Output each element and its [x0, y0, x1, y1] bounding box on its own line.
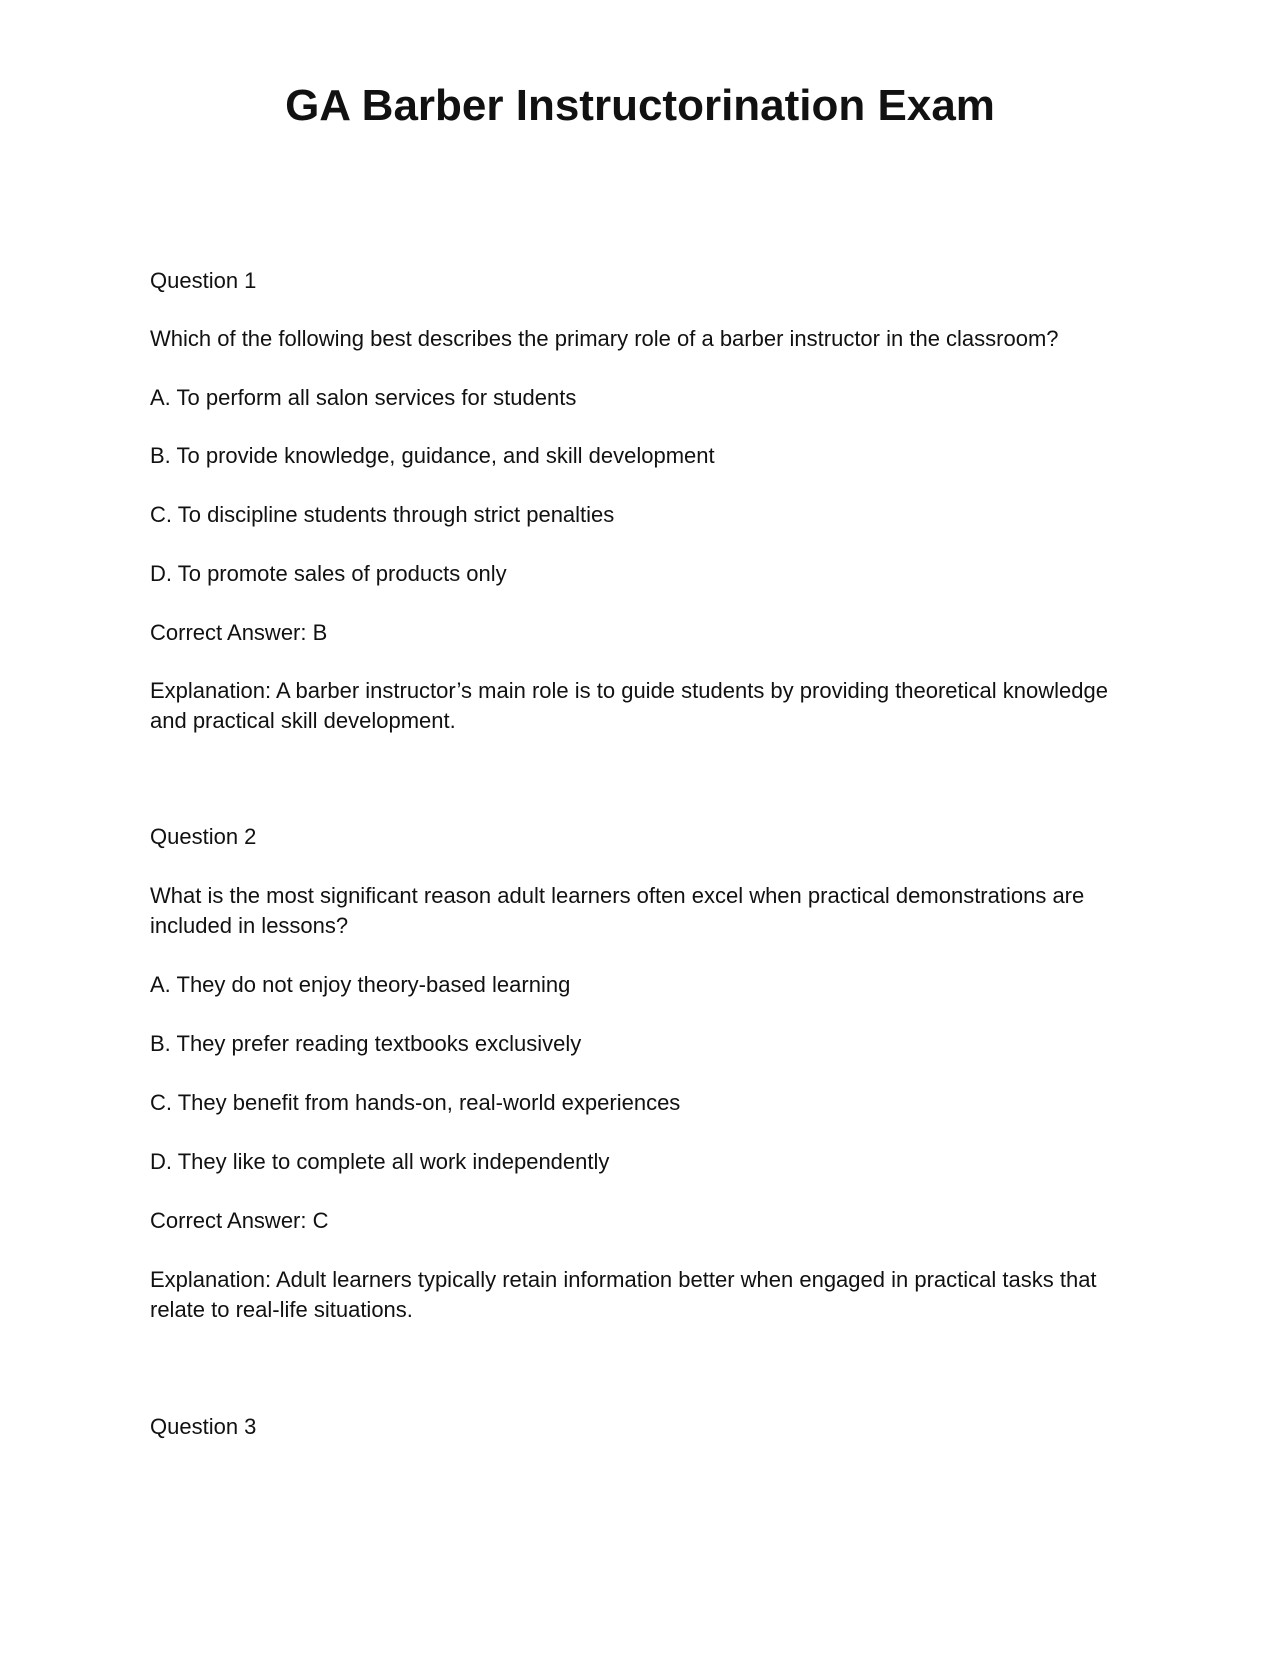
correct-answer: Correct Answer: C: [150, 1208, 329, 1233]
explanation: Explanation: Adult learners typically retain information better when engaged in practical tasks that relate to real-life situations.: [150, 1267, 1097, 1322]
answer-option: D. They like to complete all work independently: [150, 1149, 610, 1174]
answer-option: B. They prefer reading textbooks exclusively: [150, 1031, 582, 1056]
question-label: Question 3: [150, 1414, 257, 1439]
question-prompt: What is the most significant reason adult learners often excel when practical demonstrations are included in lessons?: [150, 883, 1085, 938]
correct-answer: Correct Answer: B: [150, 620, 328, 645]
question-label: Question 1: [150, 268, 257, 293]
answer-option: B. To provide knowledge, guidance, and skill development: [150, 443, 715, 468]
answer-option: C. To discipline students through strict penalties: [150, 502, 615, 527]
answer-option: D. To promote sales of products only: [150, 561, 507, 586]
answer-option: A. To perform all salon services for students: [150, 385, 577, 410]
question-label: Question 2: [150, 824, 257, 849]
answer-option: A. They do not enjoy theory-based learning: [150, 972, 571, 997]
explanation: Explanation: A barber instructor’s main role is to guide students by providing theoretical knowledge and practical skill development.: [150, 678, 1108, 733]
answer-option: C. They benefit from hands-on, real-world experiences: [150, 1090, 681, 1115]
page-title: GA Barber Instructorination Exam: [285, 81, 995, 130]
question-prompt: Which of the following best describes the primary role of a barber instructor in the classroom?: [150, 326, 1059, 351]
